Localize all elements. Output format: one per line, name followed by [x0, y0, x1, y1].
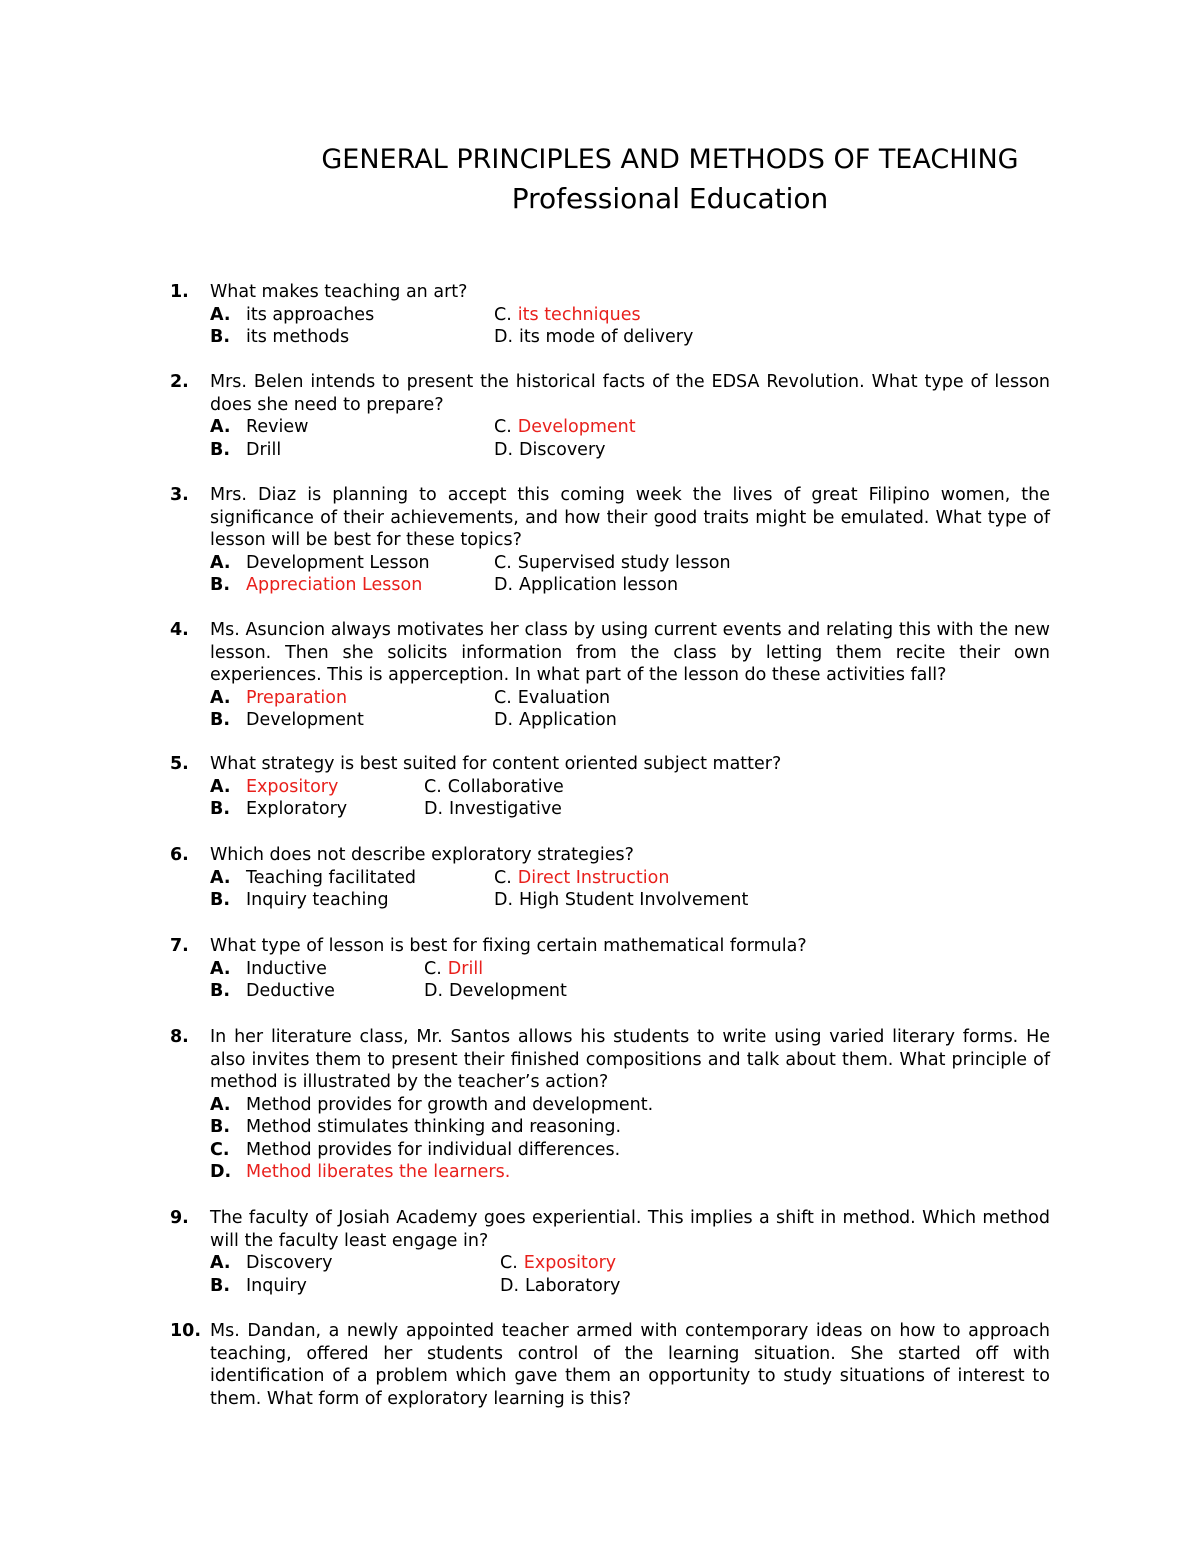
answer-option-c: [424, 776, 564, 799]
answer-option-b: [210, 326, 349, 349]
option-row: [210, 958, 1200, 981]
option-letter: A.: [210, 958, 231, 979]
option-letter: B.: [210, 1275, 230, 1296]
option-letter: B.: [210, 327, 230, 347]
answer-option-b: [210, 980, 335, 1003]
option-letter: C.: [494, 304, 512, 325]
answer-option-c: [424, 958, 483, 981]
option-text: Inquiry: [246, 1275, 307, 1296]
option-letter: B.: [210, 575, 230, 595]
answer-option-b: [210, 439, 281, 462]
option-text: Application: [519, 710, 617, 730]
answer-option-c: [500, 1252, 616, 1275]
option-text: its methods: [246, 327, 350, 347]
option-letter: D.: [494, 439, 514, 460]
option-text: Evaluation: [517, 687, 611, 708]
option-text: Development: [517, 417, 636, 437]
answer-option-c: [494, 416, 636, 439]
answer-option-d: [494, 709, 617, 732]
answer-option-c: [210, 1139, 620, 1162]
question-3: [0, 484, 1200, 597]
answer-option-b: [210, 889, 389, 912]
option-text: Method stimulates thinking and reasoning.: [246, 1117, 622, 1137]
option-text: Development Lesson: [246, 552, 430, 573]
page-subtitle: Professional Education: [511, 182, 829, 215]
answer-option-a: [210, 1252, 332, 1275]
option-text: Method provides for growth and development.: [246, 1094, 654, 1115]
question-4: [0, 619, 1200, 732]
option-letter: C.: [210, 1139, 230, 1160]
option-row: [210, 1275, 1200, 1298]
option-letter: D.: [494, 327, 514, 347]
option-letter: B.: [210, 439, 230, 460]
option-letter: C.: [494, 867, 512, 888]
option-row: [210, 552, 1200, 575]
option-row: [210, 574, 1200, 597]
option-letter: C.: [494, 552, 512, 573]
option-text: Exploratory: [246, 799, 348, 819]
answer-option-d: [500, 1275, 620, 1298]
option-letter: B.: [210, 890, 230, 910]
option-letter: A.: [210, 304, 231, 325]
option-letter: D.: [494, 710, 514, 730]
option-text: Teaching facilitated: [246, 867, 416, 888]
option-text: its approaches: [246, 304, 375, 325]
option-letter: B.: [210, 710, 230, 730]
option-letter: A.: [210, 1253, 231, 1273]
option-letter: A.: [210, 776, 231, 797]
question-number: 2.: [170, 372, 189, 392]
answer-option-b: [210, 1116, 621, 1139]
question-number: 1.: [170, 282, 189, 302]
answer-option-a: [210, 687, 347, 710]
answer-option-a: [210, 958, 327, 981]
option-row: [210, 326, 1200, 349]
option-text: Discovery: [246, 1253, 333, 1273]
option-letter: D.: [494, 575, 514, 595]
option-text: Development: [449, 981, 567, 1001]
option-row: [210, 687, 1200, 710]
answer-option-a: [210, 776, 338, 799]
question-text: Mrs. Diaz is planning to accept this coming week the lives of great Filipino women, the significance of their achievements, and how their good traits might be emulated. What type of lesson will be best for these topics?: [210, 485, 1050, 550]
option-row: [210, 416, 1200, 439]
option-letter: D.: [424, 981, 444, 1001]
question-text: What strategy is best suited for content oriented subject matter?: [210, 754, 782, 774]
option-letter: A.: [210, 417, 231, 437]
question-number: 4.: [170, 620, 189, 640]
question-6: [0, 844, 1200, 912]
answer-option-d: [494, 574, 678, 597]
option-letter: B.: [210, 799, 230, 819]
question-text: What makes teaching an art?: [210, 282, 468, 302]
option-text: Discovery: [519, 439, 606, 460]
question-2: [0, 371, 1200, 461]
option-letter: B.: [210, 981, 230, 1001]
answer-option-a: [210, 1094, 653, 1117]
answer-option-c: [494, 867, 669, 890]
option-letter: A.: [210, 867, 231, 888]
option-letter: A.: [210, 1094, 231, 1115]
question-text: Mrs. Belen intends to present the historical facts of the EDSA Revolution. What type of lesson does she need to prepare?: [210, 372, 1050, 415]
option-text: Laboratory: [525, 1275, 621, 1296]
question-text: The faculty of Josiah Academy goes experiential. This implies a shift in method. Which method will the faculty least engage in?: [210, 1208, 1050, 1251]
option-text: High Student Involvement: [519, 890, 749, 910]
title-block: [210, 140, 1130, 219]
answer-option-b: [210, 1275, 307, 1298]
option-row: [210, 1161, 1200, 1184]
option-row: [210, 889, 1200, 912]
answer-option-b: [210, 574, 422, 597]
question-number: 5.: [170, 754, 189, 774]
option-text: Method provides for individual differences.: [246, 1139, 621, 1160]
option-row: [210, 439, 1200, 462]
option-text: Drill: [246, 439, 282, 460]
option-text: its mode of delivery: [519, 327, 694, 347]
option-text: Development: [246, 710, 364, 730]
option-text: its techniques: [517, 304, 641, 325]
option-text: Inquiry teaching: [246, 890, 389, 910]
option-text: Inductive: [246, 958, 327, 979]
option-letter: C.: [424, 958, 442, 979]
option-letter: C.: [424, 776, 442, 797]
option-text: Method liberates the learners.: [246, 1162, 511, 1182]
question-number: 3.: [170, 485, 189, 505]
option-row: [210, 867, 1200, 890]
answer-option-c: [494, 552, 731, 575]
option-row: [210, 1139, 1200, 1162]
option-letter: A.: [210, 552, 231, 573]
option-letter: D.: [210, 1162, 232, 1182]
question-number: 10.: [170, 1321, 202, 1341]
option-letter: C.: [494, 417, 512, 437]
question-9: [0, 1207, 1200, 1297]
option-row: [210, 1094, 1200, 1117]
question-number: 6.: [170, 845, 189, 865]
answer-option-b: [210, 798, 347, 821]
option-text: Drill: [447, 958, 484, 979]
answer-option-c: [494, 687, 610, 710]
option-text: Expository: [246, 776, 339, 797]
answer-option-c: [494, 304, 641, 327]
option-row: [210, 304, 1200, 327]
answer-option-a: [210, 552, 430, 575]
option-letter: A.: [210, 687, 231, 708]
question-1: [0, 281, 1200, 349]
option-text: Application lesson: [519, 575, 679, 595]
question-8: [0, 1026, 1200, 1184]
option-letter: D.: [424, 799, 444, 819]
option-text: Collaborative: [447, 776, 564, 797]
answer-option-a: [210, 867, 416, 890]
answer-option-d: [494, 439, 606, 462]
page-title: GENERAL PRINCIPLES AND METHODS OF TEACHING: [321, 144, 1019, 175]
option-text: Direct Instruction: [517, 867, 670, 888]
option-row: [210, 1252, 1200, 1275]
answer-option-d: [210, 1161, 510, 1184]
answer-option-b: [210, 709, 364, 732]
question-10: [0, 1320, 1200, 1410]
answer-option-a: [210, 304, 374, 327]
option-letter: C.: [500, 1253, 518, 1273]
option-row: [210, 709, 1200, 732]
question-text: What type of lesson is best for fixing certain mathematical formula?: [210, 936, 807, 956]
answer-option-d: [494, 889, 748, 912]
option-text: Deductive: [246, 981, 335, 1001]
option-letter: D.: [500, 1275, 520, 1296]
option-row: [210, 1116, 1200, 1139]
option-letter: C.: [494, 687, 512, 708]
option-row: [210, 980, 1200, 1003]
option-text: Appreciation Lesson: [246, 575, 423, 595]
answer-option-d: [494, 326, 693, 349]
answer-option-d: [424, 798, 562, 821]
option-text: Supervised study lesson: [517, 552, 731, 573]
option-text: Expository: [523, 1253, 617, 1273]
question-number: 7.: [170, 936, 189, 956]
option-letter: D.: [494, 890, 514, 910]
question-text: In her literature class, Mr. Santos allows his students to write using varied literary forms. He also invites them to present their finished compositions and talk about them. What principle of method is illustrated by the teacher’s action?: [210, 1027, 1050, 1092]
option-row: [210, 798, 1200, 821]
option-text: Investigative: [449, 799, 562, 819]
question-number: 8.: [170, 1027, 189, 1047]
option-text: Review: [246, 417, 309, 437]
option-letter: B.: [210, 1117, 230, 1137]
question-text: Ms. Asuncion always motivates her class by using current events and relating this with the new lesson. Then she solicits information from the class by letting them recite their own experiences. This is apperception. In what part of the lesson do these activities fall?: [210, 620, 1050, 685]
question-text: Ms. Dandan, a newly appointed teacher armed with contemporary ideas on how to approach teaching, offered her students control of the learning situation. She started off with identification of a problem which gave them an opportunity to study situations of interest to them. What form of exploratory learning is this?: [210, 1321, 1050, 1409]
question-text: Which does not describe exploratory strategies?: [210, 845, 634, 865]
question-7: [0, 935, 1200, 1003]
question-number: 9.: [170, 1208, 189, 1228]
option-text: Preparation: [246, 687, 348, 708]
answer-option-d: [424, 980, 567, 1003]
option-row: [210, 776, 1200, 799]
answer-option-a: [210, 416, 308, 439]
question-5: [0, 753, 1200, 821]
